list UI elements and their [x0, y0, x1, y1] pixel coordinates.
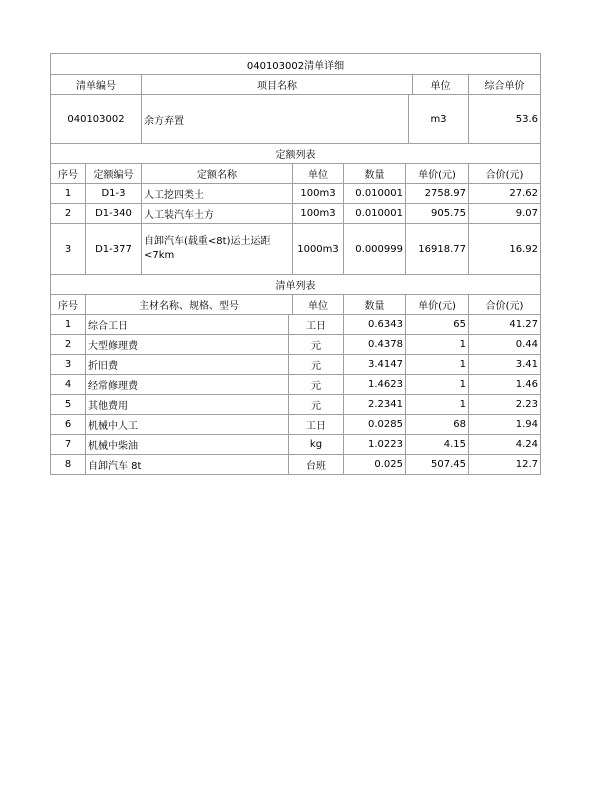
- items-cell-name: 机械中柴油: [86, 435, 289, 454]
- items-header-row: [51, 295, 541, 315]
- items-row: [51, 455, 541, 475]
- quota-cell-qty: 0.010001: [344, 184, 406, 204]
- items-section-row: [51, 275, 541, 295]
- items-cell-name: 机械中人工: [86, 415, 289, 434]
- items-cell-unit-price: 507.45: [406, 455, 469, 475]
- items-row: [51, 375, 541, 395]
- items-cell-index: 7: [51, 435, 86, 455]
- items-cell-name: 自卸汽车 8t: [86, 455, 289, 474]
- quota-cell-total: 27.62: [469, 184, 541, 204]
- items-row: [51, 395, 541, 415]
- items-cell-qty: 1.4623: [344, 375, 406, 395]
- item-price: 53.6: [469, 95, 541, 144]
- quota-cell-name: 人工挖四类土: [142, 184, 293, 204]
- items-cell-name: 折旧费: [86, 355, 289, 374]
- quota-row: [51, 184, 541, 204]
- quota-col-unit-price: 单价(元): [406, 164, 469, 184]
- items-cell-qty: 0.6343: [344, 315, 406, 335]
- items-cell-unit: 台班: [306, 461, 326, 472]
- quota-cell-unit: 1000m3: [293, 224, 344, 275]
- quota-cell-code: D1-3: [86, 184, 142, 204]
- items-cell-index: 1: [51, 315, 86, 335]
- items-cell-qty: 1.0223: [344, 435, 406, 455]
- items-row: [51, 315, 541, 335]
- items-cell-unit: 工日: [306, 321, 326, 332]
- quota-cell-code: D1-340: [86, 204, 142, 224]
- items-cell-qty: 2.2341: [344, 395, 406, 415]
- items-section-title: 清单列表: [51, 275, 541, 295]
- items-cell-unit-price: 4.15: [406, 435, 469, 455]
- items-cell-total: 1.46: [469, 375, 541, 395]
- items-cell-unit: 元: [311, 361, 321, 372]
- page-title: 040103002清单详细: [51, 54, 541, 75]
- items-cell-total: 41.27: [469, 315, 541, 335]
- quota-cell-code: D1-377: [86, 224, 142, 275]
- items-cell-total: 12.7: [469, 455, 541, 475]
- quota-cell-total: 9.07: [469, 204, 541, 224]
- header-value-row: [51, 95, 541, 144]
- items-cell-unit-price: 1: [406, 335, 469, 355]
- items-col-index: 序号: [51, 295, 86, 315]
- title-row: [51, 54, 541, 75]
- items-cell-unit-price: 68: [406, 415, 469, 435]
- items-cell-qty: 0.025: [344, 455, 406, 475]
- quota-cell-index: 2: [51, 204, 86, 224]
- items-cell-qty: 0.4378: [344, 335, 406, 355]
- quota-cell-qty: 0.000999: [344, 224, 406, 275]
- items-cell-unit-price: 1: [406, 355, 469, 375]
- header-label-row: [51, 75, 541, 95]
- items-col-total: 合价(元): [469, 295, 541, 315]
- items-cell-total: 1.94: [469, 415, 541, 435]
- item-name: 余方弃置: [142, 95, 409, 143]
- items-cell-unit: 元: [311, 401, 321, 412]
- quota-section-title: 定额列表: [51, 144, 541, 164]
- items-row: [51, 355, 541, 375]
- items-cell-index: 8: [51, 455, 86, 475]
- quota-cell-total: 16.92: [469, 224, 541, 275]
- quota-cell-index: 1: [51, 184, 86, 204]
- items-row: [51, 335, 541, 355]
- quota-cell-unit: 100m3: [293, 204, 344, 224]
- items-cell-total: 2.23: [469, 395, 541, 415]
- quota-col-qty: 数量: [344, 164, 406, 184]
- quota-cell-qty: 0.010001: [344, 204, 406, 224]
- items-cell-total: 4.24: [469, 435, 541, 455]
- items-cell-index: 2: [51, 335, 86, 355]
- quota-cell-name: 人工装汽车土方: [142, 204, 293, 224]
- quota-col-name: 定额名称: [142, 164, 293, 184]
- items-cell-name: 大型修理费: [86, 335, 289, 354]
- detail-table: [50, 53, 541, 475]
- items-col-unit: 单位: [308, 301, 328, 312]
- items-cell-total: 3.41: [469, 355, 541, 375]
- code-label: 清单编号: [51, 75, 142, 95]
- item-code: 040103002: [51, 95, 142, 144]
- items-cell-index: 5: [51, 395, 86, 415]
- items-cell-qty: 0.0285: [344, 415, 406, 435]
- price-label: 综合单价: [469, 75, 541, 95]
- detail-sheet: [50, 53, 540, 475]
- items-cell-name: 综合工日: [86, 315, 289, 334]
- unit-label: 单位: [430, 81, 451, 92]
- items-cell-unit-price: 1: [406, 395, 469, 415]
- quota-cell-unit-price: 2758.97: [406, 184, 469, 204]
- quota-cell-name: 自卸汽车(载重<8t)运土运距<7km: [142, 224, 293, 275]
- quota-cell-index: 3: [51, 224, 86, 275]
- quota-col-unit: 单位: [293, 164, 344, 184]
- quota-col-index: 序号: [51, 164, 86, 184]
- quota-row: [51, 224, 541, 275]
- quota-col-code: 定额编号: [86, 164, 142, 184]
- items-cell-unit: kg: [309, 439, 323, 450]
- items-cell-unit: 工日: [306, 421, 326, 432]
- items-cell-unit: 元: [311, 341, 321, 352]
- items-row: [51, 415, 541, 435]
- quota-col-total: 合价(元): [469, 164, 541, 184]
- items-cell-name: 其他费用: [86, 395, 289, 414]
- items-col-unit-price: 单价(元): [406, 295, 469, 315]
- item-unit: m3: [430, 113, 447, 125]
- items-cell-qty: 3.4147: [344, 355, 406, 375]
- items-cell-index: 3: [51, 355, 86, 375]
- items-col-name: 主材名称、规格、型号: [86, 295, 293, 314]
- items-col-qty: 数量: [344, 295, 406, 315]
- quota-header-row: [51, 164, 541, 184]
- quota-cell-unit-price: 905.75: [406, 204, 469, 224]
- quota-row: [51, 204, 541, 224]
- items-row: [51, 435, 541, 455]
- items-cell-total: 0.44: [469, 335, 541, 355]
- items-cell-index: 4: [51, 375, 86, 395]
- quota-cell-unit: 100m3: [293, 184, 344, 204]
- items-cell-unit: 元: [311, 381, 321, 392]
- items-cell-unit-price: 65: [406, 315, 469, 335]
- quota-cell-unit-price: 16918.77: [406, 224, 469, 275]
- items-body: [51, 315, 541, 475]
- quota-section-row: [51, 144, 541, 164]
- items-cell-unit-price: 1: [406, 375, 469, 395]
- items-cell-index: 6: [51, 415, 86, 435]
- items-cell-name: 经常修理费: [86, 375, 289, 394]
- name-label: 项目名称: [142, 75, 413, 94]
